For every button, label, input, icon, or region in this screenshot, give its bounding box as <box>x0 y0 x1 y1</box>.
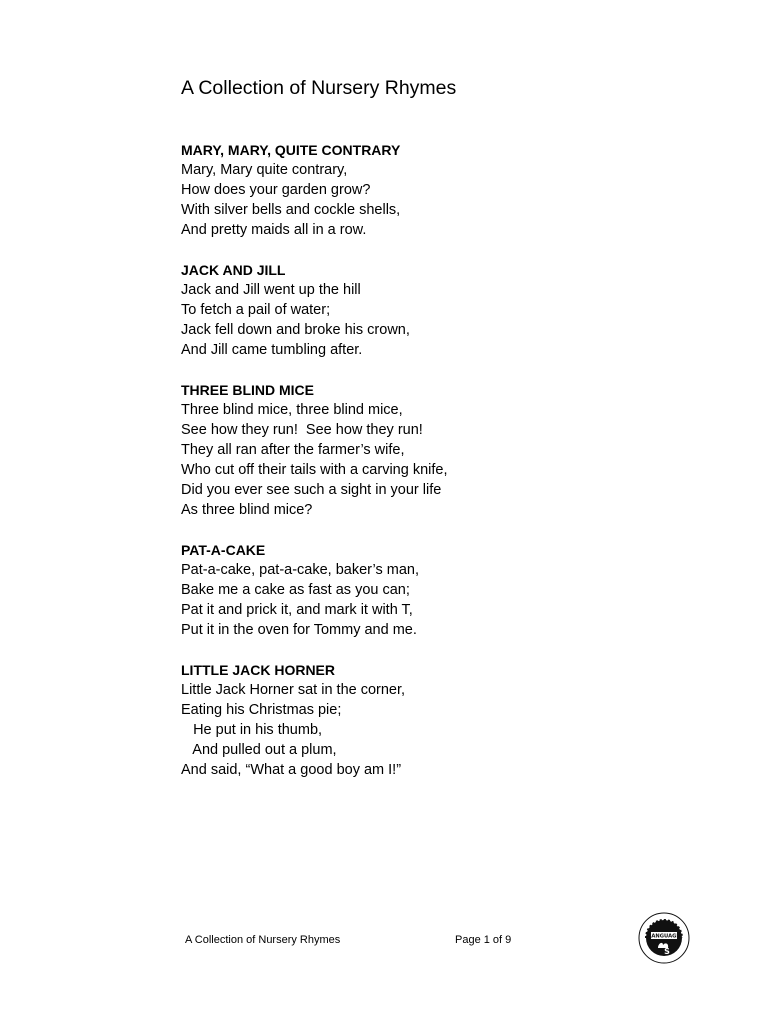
poem-title: JACK AND JILL <box>181 262 286 278</box>
poem <box>181 140 601 240</box>
poem-line: Pat-a-cake, pat-a-cake, baker’s man, <box>181 562 420 578</box>
poem-line: To fetch a pail of water; <box>181 302 331 318</box>
footer-title: A Collection of Nursery Rhymes <box>185 934 341 946</box>
poem-line: They all ran after the farmer’s wife, <box>181 442 405 458</box>
document-title: A Collection of Nursery Rhymes <box>181 77 457 99</box>
poem-line: Bake me a cake as fast as you can; <box>181 582 410 598</box>
poem-line: Jack and Jill went up the hill <box>181 282 361 298</box>
poem-line: How does your garden grow? <box>181 182 371 198</box>
poem <box>181 660 601 780</box>
poem-title: LITTLE JACK HORNER <box>181 662 335 678</box>
language-school-seal-icon <box>638 912 690 964</box>
poem-title: PAT-A-CAKE <box>181 542 266 558</box>
poem-line: As three blind mice? <box>181 502 313 518</box>
poem-line: Jack fell down and broke his crown, <box>181 322 410 338</box>
poem-line: He put in his thumb, <box>181 722 323 738</box>
poem-line: Eating his Christmas pie; <box>181 702 342 718</box>
poem-line: And said, “What a good boy am I!” <box>181 762 402 778</box>
poem-list <box>181 140 601 800</box>
poem <box>181 380 601 520</box>
poem <box>181 260 601 360</box>
poem-line: And pretty maids all in a row. <box>181 222 367 238</box>
poem-line: And Jill came tumbling after. <box>181 342 363 358</box>
poem-title: MARY, MARY, QUITE CONTRARY <box>181 142 401 158</box>
poem-line: Did you ever see such a sight in your life <box>181 482 442 498</box>
poem <box>181 540 601 640</box>
poem-line: Pat it and prick it, and mark it with T, <box>181 602 413 618</box>
poem-line: With silver bells and cockle shells, <box>181 202 401 218</box>
poem-line: Who cut off their tails with a carving knife, <box>181 462 448 478</box>
svg-text:LANGUAGE: LANGUAGE <box>648 933 680 940</box>
poem-line: Put it in the oven for Tommy and me. <box>181 622 417 638</box>
poem-line: And pulled out a plum, <box>181 742 337 758</box>
poem-line: See how they run! See how they run! <box>181 422 423 438</box>
poem-line: Little Jack Horner sat in the corner, <box>181 682 406 698</box>
poem-line: Mary, Mary quite contrary, <box>181 162 348 178</box>
poem-line: Three blind mice, three blind mice, <box>181 402 403 418</box>
page-number: Page 1 of 9 <box>455 934 512 946</box>
svg-text:S: S <box>664 947 670 956</box>
poem-title: THREE BLIND MICE <box>181 382 314 398</box>
